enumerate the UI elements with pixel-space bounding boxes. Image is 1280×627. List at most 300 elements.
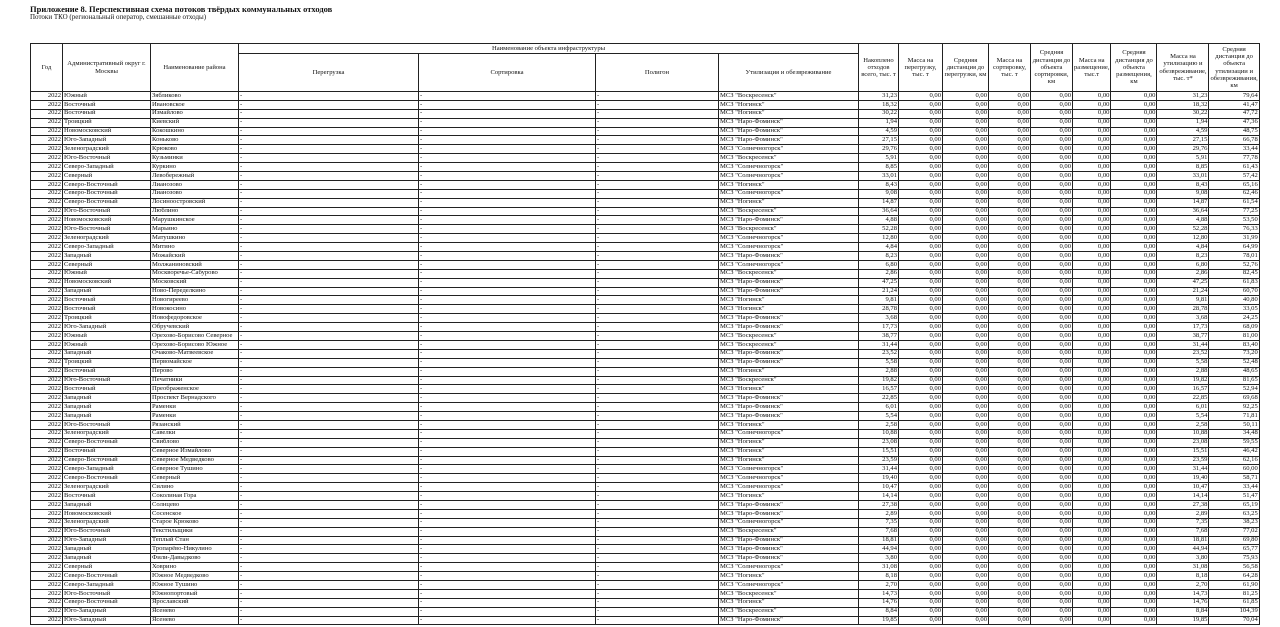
- sorting-mass-cell: 0,00: [989, 225, 1031, 234]
- utilization-distance-cell: 50,11: [1209, 420, 1259, 429]
- utilization-mass-cell: 52,28: [1157, 225, 1209, 234]
- area-cell: Северное Измайлово: [151, 447, 239, 456]
- transfer-mass-cell: 0,00: [899, 500, 943, 509]
- landfill-cell: -: [596, 163, 719, 172]
- sorting-cell: -: [419, 163, 596, 172]
- table-row: [31, 385, 1260, 394]
- total-mass-cell: 2,70: [859, 580, 899, 589]
- placement-mass-cell: 0,00: [1073, 207, 1111, 216]
- header-num: Средняя дистанция до перегрузки, км: [943, 44, 989, 92]
- transfer-distance-cell: 0,00: [943, 234, 989, 243]
- placement-mass-cell: 0,00: [1073, 527, 1111, 536]
- area-cell: Тропарёво-Никулино: [151, 545, 239, 554]
- utilization-facility-cell: МСЗ "Наро-Фоминск": [719, 216, 859, 225]
- transfer-cell: -: [239, 376, 419, 385]
- utilization-facility-cell: МСЗ "Воскресенск": [719, 92, 859, 101]
- sorting-mass-cell: 0,00: [989, 572, 1031, 581]
- utilization-facility-cell: МСЗ "Ногинск": [719, 305, 859, 314]
- utilization-mass-cell: 2,88: [1157, 367, 1209, 376]
- district-cell: Западный: [63, 287, 151, 296]
- year-cell: 2022: [31, 172, 63, 181]
- transfer-distance-cell: 0,00: [943, 367, 989, 376]
- placement-distance-cell: 0,00: [1111, 598, 1157, 607]
- sorting-mass-cell: 0,00: [989, 109, 1031, 118]
- total-mass-cell: 19,40: [859, 474, 899, 483]
- transfer-cell: -: [239, 509, 419, 518]
- transfer-mass-cell: 0,00: [899, 189, 943, 198]
- utilization-distance-cell: 60,00: [1209, 465, 1259, 474]
- table-row: [31, 269, 1260, 278]
- utilization-facility-cell: МСЗ "Наро-Фоминск": [719, 545, 859, 554]
- placement-distance-cell: 0,00: [1111, 225, 1157, 234]
- placement-mass-cell: 0,00: [1073, 607, 1111, 616]
- sorting-mass-cell: 0,00: [989, 234, 1031, 243]
- transfer-distance-cell: 0,00: [943, 429, 989, 438]
- placement-distance-cell: 0,00: [1111, 314, 1157, 323]
- area-cell: Московский: [151, 278, 239, 287]
- sorting-cell: -: [419, 314, 596, 323]
- sorting-distance-cell: 0,00: [1031, 163, 1073, 172]
- sorting-mass-cell: 0,00: [989, 269, 1031, 278]
- sorting-distance-cell: 0,00: [1031, 429, 1073, 438]
- table-row: [31, 323, 1260, 332]
- transfer-mass-cell: 0,00: [899, 92, 943, 101]
- placement-distance-cell: 0,00: [1111, 260, 1157, 269]
- utilization-mass-cell: 4,88: [1157, 216, 1209, 225]
- transfer-cell: -: [239, 456, 419, 465]
- sorting-distance-cell: 0,00: [1031, 100, 1073, 109]
- utilization-mass-cell: 6,01: [1157, 403, 1209, 412]
- sorting-cell: -: [419, 598, 596, 607]
- transfer-distance-cell: 0,00: [943, 323, 989, 332]
- district-cell: Северо-Восточный: [63, 180, 151, 189]
- placement-distance-cell: 0,00: [1111, 456, 1157, 465]
- utilization-distance-cell: 48,65: [1209, 367, 1259, 376]
- utilization-mass-cell: 23,59: [1157, 456, 1209, 465]
- total-mass-cell: 2,88: [859, 367, 899, 376]
- placement-distance-cell: 0,00: [1111, 118, 1157, 127]
- landfill-cell: -: [596, 358, 719, 367]
- area-cell: Коньково: [151, 136, 239, 145]
- sorting-mass-cell: 0,00: [989, 349, 1031, 358]
- area-cell: Ярославский: [151, 598, 239, 607]
- district-cell: Северо-Восточный: [63, 474, 151, 483]
- year-cell: 2022: [31, 92, 63, 101]
- sorting-mass-cell: 0,00: [989, 429, 1031, 438]
- transfer-cell: -: [239, 243, 419, 252]
- utilization-distance-cell: 56,58: [1209, 563, 1259, 572]
- placement-mass-cell: 0,00: [1073, 180, 1111, 189]
- district-cell: Юго-Восточный: [63, 376, 151, 385]
- table-row: [31, 465, 1260, 474]
- transfer-cell: -: [239, 607, 419, 616]
- table-row: [31, 438, 1260, 447]
- utilization-distance-cell: 51,47: [1209, 492, 1259, 501]
- transfer-distance-cell: 0,00: [943, 358, 989, 367]
- placement-mass-cell: 0,00: [1073, 518, 1111, 527]
- sorting-mass-cell: 0,00: [989, 598, 1031, 607]
- area-cell: Текстильщики: [151, 527, 239, 536]
- area-cell: Левобережный: [151, 172, 239, 181]
- total-mass-cell: 23,52: [859, 349, 899, 358]
- transfer-mass-cell: 0,00: [899, 207, 943, 216]
- utilization-mass-cell: 6,80: [1157, 260, 1209, 269]
- transfer-distance-cell: 0,00: [943, 616, 989, 625]
- sorting-cell: -: [419, 296, 596, 305]
- transfer-cell: -: [239, 127, 419, 136]
- district-cell: Восточный: [63, 385, 151, 394]
- transfer-distance-cell: 0,00: [943, 420, 989, 429]
- landfill-cell: -: [596, 554, 719, 563]
- utilization-mass-cell: 5,58: [1157, 358, 1209, 367]
- table-row: [31, 305, 1260, 314]
- placement-distance-cell: 0,00: [1111, 554, 1157, 563]
- utilization-facility-cell: МСЗ "Солнечногорск": [719, 518, 859, 527]
- total-mass-cell: 31,23: [859, 92, 899, 101]
- placement-distance-cell: 0,00: [1111, 358, 1157, 367]
- utilization-mass-cell: 4,84: [1157, 243, 1209, 252]
- placement-mass-cell: 0,00: [1073, 465, 1111, 474]
- area-cell: Ясенево: [151, 607, 239, 616]
- transfer-mass-cell: 0,00: [899, 367, 943, 376]
- area-cell: Крюково: [151, 145, 239, 154]
- table-row: [31, 563, 1260, 572]
- table-row: [31, 340, 1260, 349]
- utilization-mass-cell: 14,76: [1157, 598, 1209, 607]
- utilization-mass-cell: 21,24: [1157, 287, 1209, 296]
- placement-mass-cell: 0,00: [1073, 349, 1111, 358]
- landfill-cell: -: [596, 216, 719, 225]
- sorting-cell: -: [419, 563, 596, 572]
- utilization-distance-cell: 65,19: [1209, 500, 1259, 509]
- utilization-facility-cell: МСЗ "Солнечногорск": [719, 580, 859, 589]
- utilization-distance-cell: 62,46: [1209, 189, 1259, 198]
- transfer-mass-cell: 0,00: [899, 305, 943, 314]
- transfer-distance-cell: 0,00: [943, 287, 989, 296]
- district-cell: Северо-Восточный: [63, 456, 151, 465]
- district-cell: Новомосковский: [63, 278, 151, 287]
- transfer-distance-cell: 0,00: [943, 180, 989, 189]
- transfer-cell: -: [239, 225, 419, 234]
- sorting-mass-cell: 0,00: [989, 492, 1031, 501]
- placement-mass-cell: 0,00: [1073, 234, 1111, 243]
- utilization-distance-cell: 81,25: [1209, 589, 1259, 598]
- utilization-distance-cell: 52,48: [1209, 358, 1259, 367]
- utilization-mass-cell: 8,18: [1157, 572, 1209, 581]
- year-cell: 2022: [31, 607, 63, 616]
- sorting-cell: -: [419, 509, 596, 518]
- table-row: [31, 287, 1260, 296]
- total-mass-cell: 4,84: [859, 243, 899, 252]
- transfer-distance-cell: 0,00: [943, 118, 989, 127]
- year-cell: 2022: [31, 527, 63, 536]
- total-mass-cell: 2,58: [859, 420, 899, 429]
- transfer-cell: -: [239, 172, 419, 181]
- sorting-distance-cell: 0,00: [1031, 189, 1073, 198]
- header-num: Средняя дистанция до объекта размещения, км: [1111, 44, 1157, 92]
- utilization-mass-cell: 19,40: [1157, 474, 1209, 483]
- placement-distance-cell: 0,00: [1111, 305, 1157, 314]
- district-cell: Зеленоградский: [63, 234, 151, 243]
- total-mass-cell: 5,58: [859, 358, 899, 367]
- utilization-mass-cell: 10,47: [1157, 483, 1209, 492]
- utilization-distance-cell: 34,48: [1209, 429, 1259, 438]
- year-cell: 2022: [31, 394, 63, 403]
- transfer-mass-cell: 0,00: [899, 376, 943, 385]
- utilization-mass-cell: 15,51: [1157, 447, 1209, 456]
- district-cell: Юго-Западный: [63, 323, 151, 332]
- utilization-distance-cell: 75,93: [1209, 554, 1259, 563]
- sorting-distance-cell: 0,00: [1031, 172, 1073, 181]
- placement-mass-cell: 0,00: [1073, 492, 1111, 501]
- year-cell: 2022: [31, 216, 63, 225]
- transfer-cell: -: [239, 616, 419, 625]
- table-row: [31, 154, 1260, 163]
- placement-distance-cell: 0,00: [1111, 483, 1157, 492]
- table-row: [31, 589, 1260, 598]
- area-cell: Лосиноостровский: [151, 198, 239, 207]
- utilization-facility-cell: МСЗ "Ногинск": [719, 456, 859, 465]
- total-mass-cell: 14,73: [859, 589, 899, 598]
- utilization-facility-cell: МСЗ "Наро-Фоминск": [719, 394, 859, 403]
- area-cell: Старое Крюково: [151, 518, 239, 527]
- total-mass-cell: 8,43: [859, 180, 899, 189]
- total-mass-cell: 38,77: [859, 332, 899, 341]
- year-cell: 2022: [31, 243, 63, 252]
- placement-distance-cell: 0,00: [1111, 172, 1157, 181]
- placement-distance-cell: 0,00: [1111, 447, 1157, 456]
- sorting-mass-cell: 0,00: [989, 358, 1031, 367]
- landfill-cell: -: [596, 598, 719, 607]
- landfill-cell: -: [596, 243, 719, 252]
- placement-mass-cell: 0,00: [1073, 216, 1111, 225]
- utilization-mass-cell: 10,88: [1157, 429, 1209, 438]
- sorting-mass-cell: 0,00: [989, 367, 1031, 376]
- year-cell: 2022: [31, 198, 63, 207]
- landfill-cell: -: [596, 109, 719, 118]
- area-cell: Печатники: [151, 376, 239, 385]
- total-mass-cell: 4,88: [859, 216, 899, 225]
- utilization-distance-cell: 61,43: [1209, 163, 1259, 172]
- district-cell: Северо-Восточный: [63, 572, 151, 581]
- year-cell: 2022: [31, 287, 63, 296]
- transfer-distance-cell: 0,00: [943, 589, 989, 598]
- utilization-mass-cell: 9,08: [1157, 189, 1209, 198]
- utilization-distance-cell: 68,09: [1209, 323, 1259, 332]
- transfer-cell: -: [239, 260, 419, 269]
- area-cell: Новогиреево: [151, 296, 239, 305]
- sorting-mass-cell: 0,00: [989, 163, 1031, 172]
- year-cell: 2022: [31, 323, 63, 332]
- total-mass-cell: 18,81: [859, 536, 899, 545]
- placement-mass-cell: 0,00: [1073, 403, 1111, 412]
- placement-distance-cell: 0,00: [1111, 429, 1157, 438]
- utilization-facility-cell: МСЗ "Наро-Фоминск": [719, 509, 859, 518]
- utilization-distance-cell: 79,64: [1209, 92, 1259, 101]
- sorting-distance-cell: 0,00: [1031, 367, 1073, 376]
- transfer-mass-cell: 0,00: [899, 580, 943, 589]
- utilization-facility-cell: МСЗ "Ногинск": [719, 100, 859, 109]
- placement-distance-cell: 0,00: [1111, 536, 1157, 545]
- area-cell: Орехово-Борисово Южное: [151, 340, 239, 349]
- placement-mass-cell: 0,00: [1073, 563, 1111, 572]
- utilization-mass-cell: 23,52: [1157, 349, 1209, 358]
- sorting-distance-cell: 0,00: [1031, 580, 1073, 589]
- utilization-distance-cell: 61,83: [1209, 278, 1259, 287]
- placement-distance-cell: 0,00: [1111, 420, 1157, 429]
- total-mass-cell: 5,54: [859, 412, 899, 421]
- utilization-distance-cell: 82,45: [1209, 269, 1259, 278]
- year-cell: 2022: [31, 252, 63, 261]
- placement-mass-cell: 0,00: [1073, 269, 1111, 278]
- placement-mass-cell: 0,00: [1073, 420, 1111, 429]
- transfer-cell: -: [239, 269, 419, 278]
- utilization-mass-cell: 28,78: [1157, 305, 1209, 314]
- area-cell: Савелки: [151, 429, 239, 438]
- total-mass-cell: 36,64: [859, 207, 899, 216]
- transfer-mass-cell: 0,00: [899, 474, 943, 483]
- placement-mass-cell: 0,00: [1073, 474, 1111, 483]
- sorting-mass-cell: 0,00: [989, 127, 1031, 136]
- utilization-mass-cell: 8,84: [1157, 607, 1209, 616]
- sorting-distance-cell: 0,00: [1031, 403, 1073, 412]
- sorting-distance-cell: 0,00: [1031, 358, 1073, 367]
- landfill-cell: -: [596, 589, 719, 598]
- placement-mass-cell: 0,00: [1073, 136, 1111, 145]
- placement-mass-cell: 0,00: [1073, 278, 1111, 287]
- district-cell: Западный: [63, 500, 151, 509]
- sorting-mass-cell: 0,00: [989, 145, 1031, 154]
- transfer-distance-cell: 0,00: [943, 109, 989, 118]
- sorting-cell: -: [419, 474, 596, 483]
- utilization-facility-cell: МСЗ "Ногинск": [719, 447, 859, 456]
- utilization-mass-cell: 19,82: [1157, 376, 1209, 385]
- transfer-cell: -: [239, 483, 419, 492]
- header-num: Средняя дистанция до объекта сортировки, км: [1031, 44, 1073, 92]
- landfill-cell: -: [596, 314, 719, 323]
- sorting-mass-cell: 0,00: [989, 536, 1031, 545]
- area-cell: Ново-Переделкино: [151, 287, 239, 296]
- sorting-cell: -: [419, 287, 596, 296]
- landfill-cell: -: [596, 545, 719, 554]
- total-mass-cell: 12,80: [859, 234, 899, 243]
- sorting-mass-cell: 0,00: [989, 332, 1031, 341]
- table-row: [31, 145, 1260, 154]
- district-cell: Восточный: [63, 296, 151, 305]
- transfer-mass-cell: 0,00: [899, 172, 943, 181]
- transfer-mass-cell: 0,00: [899, 180, 943, 189]
- landfill-cell: -: [596, 145, 719, 154]
- table-row: [31, 509, 1260, 518]
- area-cell: Марушкинское: [151, 216, 239, 225]
- utilization-distance-cell: 65,77: [1209, 545, 1259, 554]
- utilization-facility-cell: МСЗ "Ногинск": [719, 180, 859, 189]
- sorting-cell: -: [419, 589, 596, 598]
- sorting-cell: -: [419, 376, 596, 385]
- total-mass-cell: 10,47: [859, 483, 899, 492]
- year-cell: 2022: [31, 447, 63, 456]
- placement-mass-cell: 0,00: [1073, 332, 1111, 341]
- year-cell: 2022: [31, 536, 63, 545]
- table-row: [31, 252, 1260, 261]
- district-cell: Юго-Восточный: [63, 154, 151, 163]
- sorting-distance-cell: 0,00: [1031, 465, 1073, 474]
- header-district: Административный округ г. Москвы: [63, 44, 151, 92]
- landfill-cell: -: [596, 260, 719, 269]
- sorting-cell: -: [419, 572, 596, 581]
- area-cell: Зябликово: [151, 92, 239, 101]
- area-cell: Марьино: [151, 225, 239, 234]
- total-mass-cell: 21,24: [859, 287, 899, 296]
- year-cell: 2022: [31, 349, 63, 358]
- placement-mass-cell: 0,00: [1073, 598, 1111, 607]
- district-cell: Северный: [63, 172, 151, 181]
- transfer-mass-cell: 0,00: [899, 394, 943, 403]
- transfer-mass-cell: 0,00: [899, 536, 943, 545]
- sorting-distance-cell: 0,00: [1031, 145, 1073, 154]
- year-cell: 2022: [31, 580, 63, 589]
- area-cell: Рязанский: [151, 420, 239, 429]
- transfer-cell: -: [239, 554, 419, 563]
- sorting-mass-cell: 0,00: [989, 385, 1031, 394]
- landfill-cell: -: [596, 349, 719, 358]
- utilization-facility-cell: МСЗ "Наро-Фоминск": [719, 314, 859, 323]
- utilization-mass-cell: 30,22: [1157, 109, 1209, 118]
- utilization-distance-cell: 33,44: [1209, 145, 1259, 154]
- table-row: [31, 598, 1260, 607]
- placement-distance-cell: 0,00: [1111, 349, 1157, 358]
- utilization-facility-cell: МСЗ "Наро-Фоминск": [719, 118, 859, 127]
- transfer-mass-cell: 0,00: [899, 483, 943, 492]
- transfer-distance-cell: 0,00: [943, 465, 989, 474]
- table-row: [31, 554, 1260, 563]
- sorting-cell: -: [419, 358, 596, 367]
- sorting-mass-cell: 0,00: [989, 394, 1031, 403]
- sorting-cell: -: [419, 483, 596, 492]
- total-mass-cell: 9,81: [859, 296, 899, 305]
- utilization-mass-cell: 8,23: [1157, 252, 1209, 261]
- sorting-distance-cell: 0,00: [1031, 509, 1073, 518]
- utilization-distance-cell: 52,94: [1209, 385, 1259, 394]
- transfer-cell: -: [239, 154, 419, 163]
- total-mass-cell: 14,76: [859, 598, 899, 607]
- landfill-cell: -: [596, 465, 719, 474]
- utilization-mass-cell: 3,68: [1157, 314, 1209, 323]
- district-cell: Новомосковский: [63, 216, 151, 225]
- sorting-mass-cell: 0,00: [989, 92, 1031, 101]
- district-cell: Западный: [63, 545, 151, 554]
- utilization-distance-cell: 64,28: [1209, 572, 1259, 581]
- sorting-distance-cell: 0,00: [1031, 154, 1073, 163]
- table-row: [31, 367, 1260, 376]
- table-row: [31, 118, 1260, 127]
- table-row: [31, 109, 1260, 118]
- placement-distance-cell: 0,00: [1111, 92, 1157, 101]
- transfer-mass-cell: 0,00: [899, 136, 943, 145]
- sorting-distance-cell: 0,00: [1031, 332, 1073, 341]
- transfer-distance-cell: 0,00: [943, 314, 989, 323]
- sorting-cell: -: [419, 429, 596, 438]
- utilization-distance-cell: 47,36: [1209, 118, 1259, 127]
- transfer-mass-cell: 0,00: [899, 340, 943, 349]
- sorting-cell: -: [419, 278, 596, 287]
- sorting-cell: -: [419, 127, 596, 136]
- year-cell: 2022: [31, 465, 63, 474]
- table-body: [31, 92, 1260, 625]
- placement-distance-cell: 0,00: [1111, 518, 1157, 527]
- district-cell: Троицкий: [63, 118, 151, 127]
- total-mass-cell: 28,78: [859, 305, 899, 314]
